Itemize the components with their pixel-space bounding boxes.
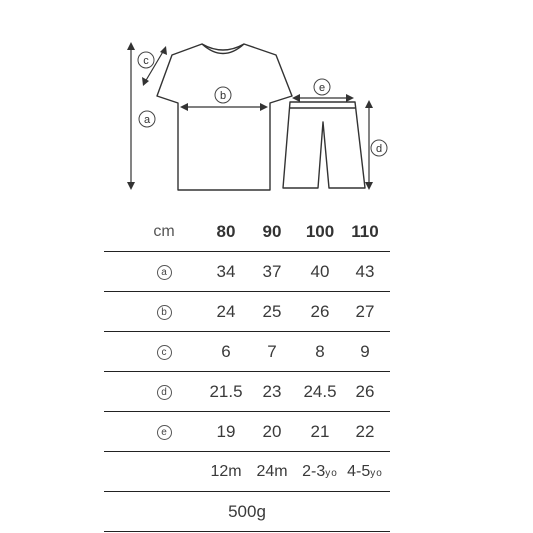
unit-label: cm bbox=[153, 223, 175, 240]
table-cell: 43 bbox=[355, 262, 375, 281]
row-label bbox=[144, 412, 184, 451]
table-cell: 37 bbox=[262, 262, 282, 281]
weight-row bbox=[104, 492, 390, 532]
table-cell: 40 bbox=[310, 262, 330, 281]
label-d bbox=[371, 140, 387, 156]
table-cell: 19 bbox=[216, 422, 236, 441]
label-e bbox=[314, 79, 330, 95]
table-cell: 26 bbox=[310, 302, 330, 321]
table-cell: 26 bbox=[355, 382, 375, 401]
svg-text:a: a bbox=[143, 114, 151, 126]
size-header: 90 bbox=[262, 222, 282, 241]
label-c bbox=[138, 52, 154, 68]
measure-b-arrow bbox=[180, 103, 268, 111]
table-cell: 7 bbox=[267, 342, 277, 361]
table-row bbox=[104, 412, 390, 452]
table-row bbox=[104, 372, 390, 412]
weight-value: 500g bbox=[228, 502, 266, 521]
table-cell: 22 bbox=[355, 422, 375, 441]
table-cell: 25 bbox=[262, 302, 282, 321]
measure-a-badge: a bbox=[157, 265, 172, 280]
shorts-outline bbox=[283, 102, 365, 188]
age-row bbox=[104, 452, 390, 492]
size-diagram bbox=[0, 0, 533, 210]
table-cell: 6 bbox=[221, 342, 231, 361]
size-header: 80 bbox=[216, 222, 236, 241]
measure-b-badge: b bbox=[157, 305, 172, 320]
table-cell: 8 bbox=[315, 342, 325, 361]
measure-e-badge: e bbox=[157, 425, 172, 440]
table-header-row bbox=[104, 212, 390, 252]
table-cell: 21 bbox=[310, 422, 330, 441]
svg-text:c: c bbox=[143, 55, 149, 67]
svg-text:e: e bbox=[318, 82, 326, 94]
size-table bbox=[104, 212, 390, 532]
row-label bbox=[144, 332, 184, 371]
table-row bbox=[104, 292, 390, 332]
table-cell: 23 bbox=[262, 382, 282, 401]
age-cell: 4-5yo bbox=[347, 463, 383, 480]
table-cell: 20 bbox=[262, 422, 282, 441]
table-cell: 34 bbox=[216, 262, 236, 281]
measure-d-badge: d bbox=[157, 385, 172, 400]
row-label bbox=[144, 292, 184, 331]
age-cell: 12m bbox=[210, 463, 242, 480]
label-a bbox=[139, 111, 155, 127]
size-header: 110 bbox=[351, 222, 379, 241]
row-label bbox=[144, 372, 184, 411]
label-b bbox=[215, 87, 231, 103]
measure-c-badge: c bbox=[157, 345, 172, 360]
table-row bbox=[104, 332, 390, 372]
svg-text:d: d bbox=[375, 143, 383, 155]
measure-a-arrow bbox=[127, 42, 135, 190]
table-cell: 24.5 bbox=[303, 382, 337, 401]
row-label bbox=[144, 252, 184, 291]
tshirt-outline bbox=[157, 44, 292, 190]
size-header: 100 bbox=[305, 222, 335, 241]
age-cell: 2-3yo bbox=[302, 463, 338, 480]
table-cell: 27 bbox=[355, 302, 375, 321]
table-cell: 21.5 bbox=[209, 382, 243, 401]
age-cell: 24m bbox=[256, 463, 288, 480]
table-cell: 24 bbox=[216, 302, 236, 321]
svg-text:b: b bbox=[219, 90, 227, 102]
table-row bbox=[104, 252, 390, 292]
table-cell: 9 bbox=[360, 342, 370, 361]
